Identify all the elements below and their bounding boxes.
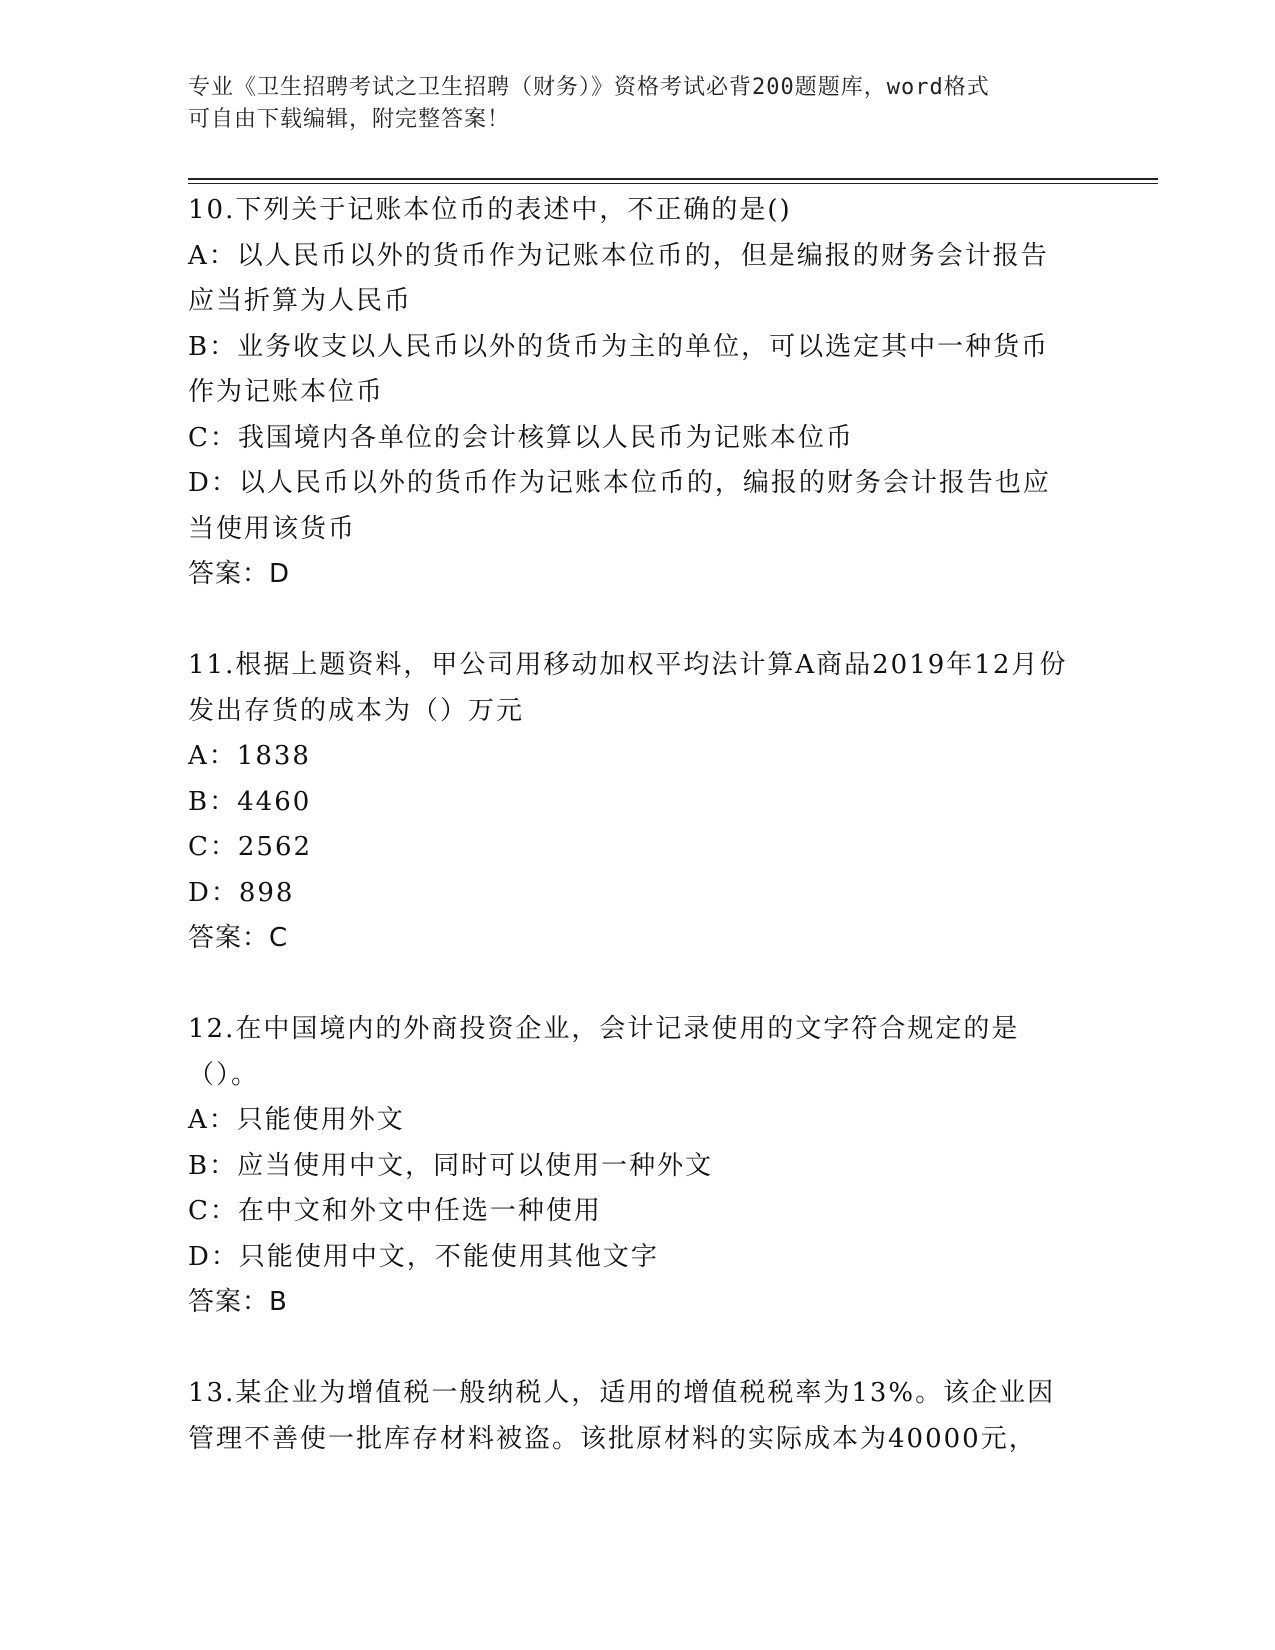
question-stem: 10.下列关于记账本位币的表述中，不正确的是() [188, 195, 792, 225]
option-b: B：4460 [188, 786, 312, 817]
question-10 [188, 188, 1068, 598]
option-a: A：以人民币以外的货币作为记账本位币的，但是编报的财务会计报告应当折算为人民币 [188, 240, 1049, 316]
question-12 [188, 1007, 1068, 1326]
question-13 [188, 1371, 1068, 1462]
question-list [188, 188, 1068, 1508]
header-line-1: 专业《卫生招聘考试之卫生招聘（财务）》资格考试必背200题题库，word格式 [188, 75, 990, 100]
option-c: C：我国境内各单位的会计核算以人民币为记账本位币 [188, 422, 854, 453]
header-divider-thin [188, 183, 1158, 184]
header-line-2: 可自由下载编辑，附完整答案！ [188, 107, 511, 132]
document-header [188, 72, 1088, 136]
option-d: D：以人民币以外的货币作为记账本位币的，编报的财务会计报告也应当使用该货币 [188, 468, 1051, 544]
option-b: B：应当使用中文，同时可以使用一种外文 [188, 1150, 714, 1181]
option-a: A：只能使用外文 [188, 1105, 405, 1135]
header-divider-thick [188, 178, 1158, 180]
option-d: D：只能使用中文，不能使用其他文字 [188, 1241, 659, 1272]
option-d: D：898 [188, 877, 295, 908]
option-b: B：业务收支以人民币以外的货币为主的单位，可以选定其中一种货币作为记账本位币 [188, 331, 1050, 407]
answer-label: 答案：B [188, 1287, 288, 1317]
option-a: A：1838 [188, 741, 311, 771]
question-stem: 11.根据上题资料，甲公司用移动加权平均法计算A商品2019年12月份发出存货的成本为（）万元 [188, 650, 1068, 726]
option-c: C：在中文和外文中任选一种使用 [188, 1196, 602, 1226]
question-stem: 13.某企业为增值税一般纳税人，适用的增值税税率为13%。该企业因管理不善使一批库存材料被盗。该批原材料的实际成本为40000元， [188, 1378, 1056, 1454]
question-11 [188, 643, 1068, 962]
question-stem: 12.在中国境内的外商投资企业，会计记录使用的文字符合规定的是（）。 [188, 1014, 1020, 1090]
answer-label: 答案：D [188, 559, 291, 589]
answer-label: 答案：C [188, 923, 289, 953]
option-c: C：2562 [188, 832, 313, 862]
